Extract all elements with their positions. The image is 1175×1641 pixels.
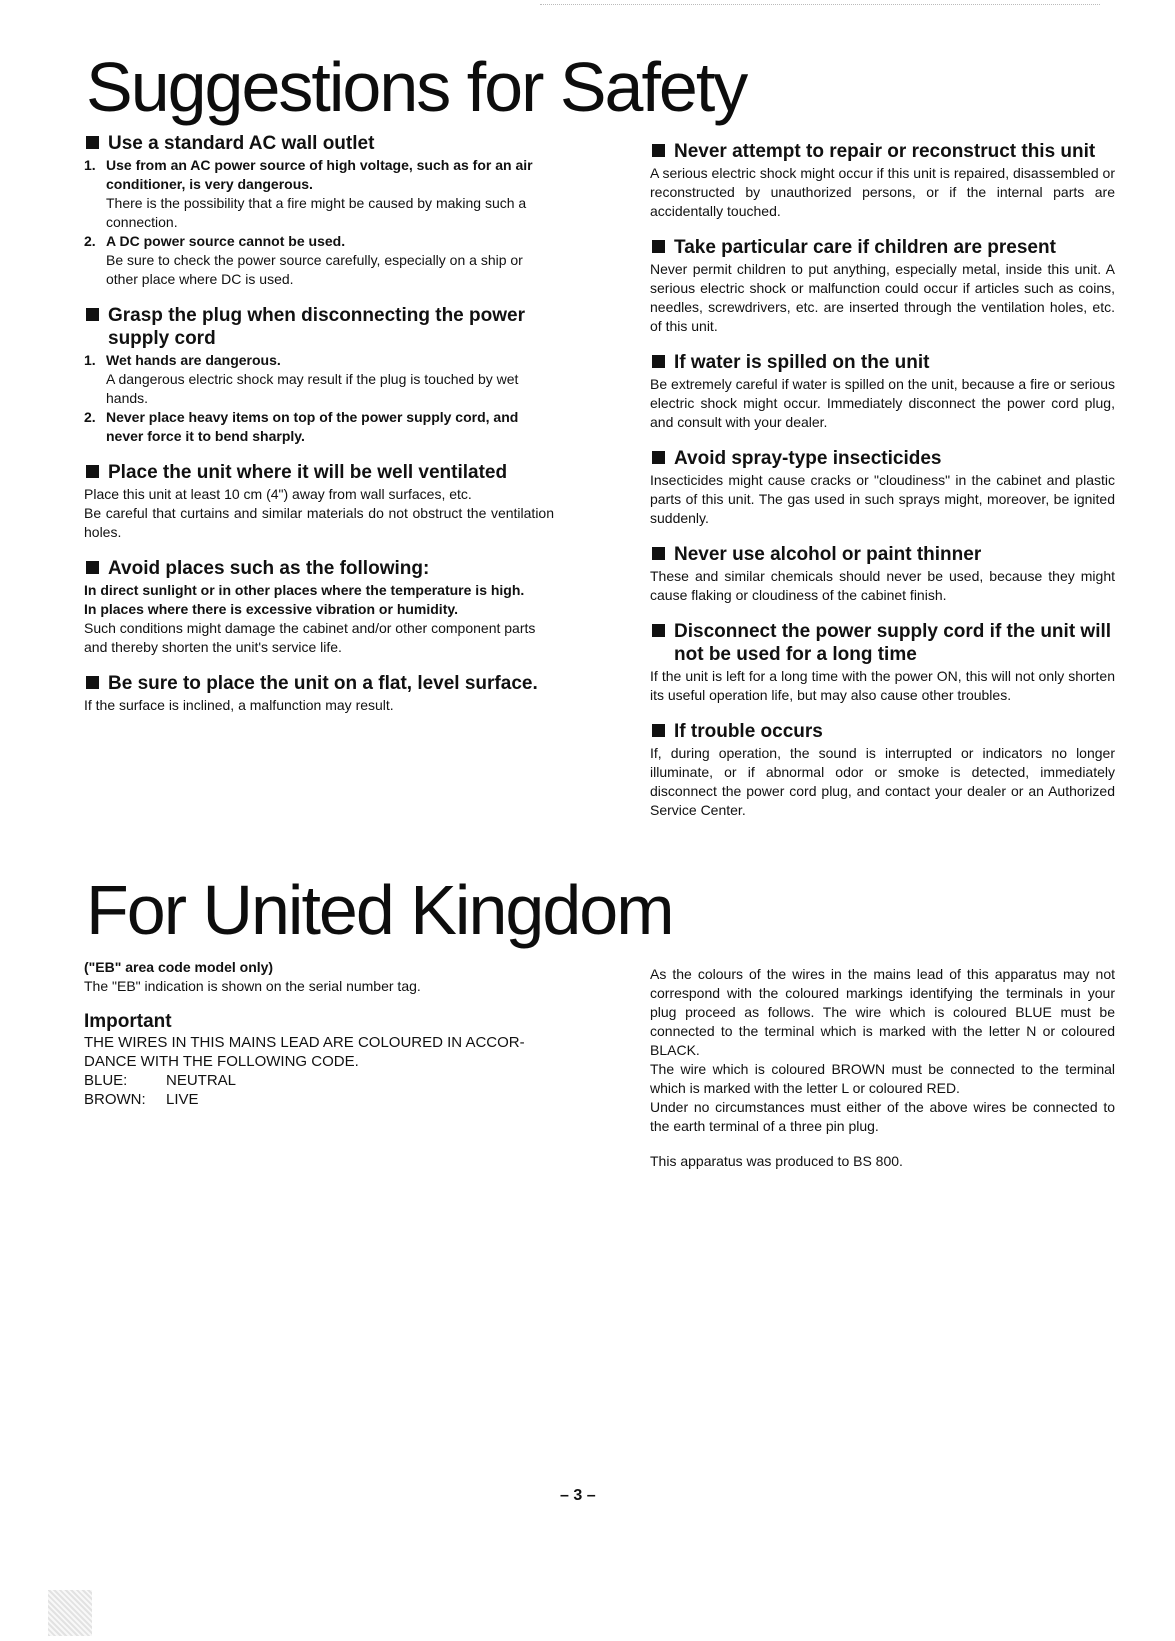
section-heading: Avoid places such as the following: [84,557,554,580]
section-trouble [650,720,1115,820]
wire-function: NEUTRAL [166,1072,237,1089]
paragraph: As the colours of the wires in the mains lead of this apparatus may not correspond with the coloured markings identifying the terminals in your plug proceed as follows. The wire which is coloured BLUE must be connected to the terminal which is marked with the letter N or coloured BLACK. [650,966,1115,1058]
important-heading: Important [84,1011,172,1032]
item-lead: Wet hands are dangerous. [106,352,281,368]
paragraph: If, during operation, the sound is interrupted or indicators no longer illuminate, or if abnormal odor or smoke is detected, immediately disconnect the power cord plug, and contact your dealer or an Authorized Service Center. [650,745,1115,818]
safety-left-column [84,132,554,730]
section-standard-ac-outlet [84,132,554,289]
item-lead: Use from an AC power source of high voltage, such as for an air conditioner, is very dangerous. [106,157,533,192]
page-number: – 3 – [560,1487,596,1504]
paragraph: Such conditions might damage the cabinet and/or other component parts and thereby shorten the unit's service life. [84,620,536,655]
paragraph: Be extremely careful if water is spilled on the unit, because a fire or serious electric shock might occur. Immediately disconnect the power cord plug, and consult with your dealer. [650,376,1115,430]
standard-note: This apparatus was produced to BS 800. [650,1153,903,1169]
paragraph: Place this unit at least 10 cm (4") away from wall surfaces, etc. [84,486,472,502]
list-item: 1. Use from an AC power source of high voltage, such as for an air conditioner, is very dangerous. There is the possibility that a fire might be caused by making such a connection. [84,156,554,232]
wire-colour-label: BROWN: [84,1091,146,1108]
scan-top-rule [540,4,1100,5]
section-water-spilled [650,351,1115,432]
paragraph: These and similar chemicals should never be used, because they might cause flaking or cloudiness of the cabinet finish. [650,568,1115,603]
paragraph: Be careful that curtains and similar materials do not obstruct the ventilation holes. [84,505,554,540]
wires-statement: THE WIRES IN THIS MAINS LEAD ARE COLOURED IN ACCOR- [84,1034,525,1051]
section-disconnect-cord [650,620,1115,705]
area-code-note: ("EB" area code model only) [84,959,274,975]
paragraph-bold: In direct sunlight or in other places where the temperature is high. [84,582,525,598]
paragraph: Under no circumstances must either of the above wires be connected to the earth terminal of a three pin plug. [650,1099,1115,1134]
uk-right-column [650,965,1115,1171]
section-alcohol-thinner [650,543,1115,605]
scan-artifact [48,1590,92,1636]
section-heading: Use a standard AC wall outlet [84,132,554,155]
page-title-uk: For United Kingdom [86,871,673,949]
paragraph: A serious electric shock might occur if this unit is repaired, disassembled or reconstructed by unauthorized persons, or if the internal parts are accidentally touched. [650,165,1115,219]
tag-note: The "EB" indication is shown on the serial number tag. [84,978,421,994]
section-insecticides [650,447,1115,528]
wire-function: LIVE [166,1091,199,1108]
square-bullet-icon [86,465,99,478]
wire-colour-label: BLUE: [84,1072,128,1089]
section-heading: Never attempt to repair or reconstruct this unit [650,140,1115,163]
section-heading: If trouble occurs [650,720,1115,743]
item-text: Be sure to check the power source carefully, especially on a ship or other place where DC is used. [106,252,523,287]
section-heading: If water is spilled on the unit [650,351,1115,374]
section-ventilation [84,461,554,542]
item-lead: Never place heavy items on top of the power supply cord, and never force it to bend sharply. [106,409,519,444]
square-bullet-icon [86,136,99,149]
section-children [650,236,1115,336]
square-bullet-icon [652,624,665,637]
square-bullet-icon [86,676,99,689]
section-grasp-plug [84,304,554,446]
list-item: 1. Wet hands are dangerous. A dangerous electric shock may result if the plug is touched by wet hands. [84,351,554,408]
square-bullet-icon [652,451,665,464]
wires-statement: DANCE WITH THE FOLLOWING CODE. [84,1053,359,1070]
section-heading: Place the unit where it will be well ventilated [84,461,554,484]
section-avoid-places [84,557,554,657]
uk-left-column [84,958,564,1109]
item-lead: A DC power source cannot be used. [106,233,346,249]
paragraph-bold: In places where there is excessive vibration or humidity. [84,601,458,617]
paragraph: If the unit is left for a long time with the power ON, this will not only shorten its useful operation life, but may also cause other troubles. [650,668,1115,703]
section-heading: Disconnect the power supply cord if the unit will not be used for a long time [650,620,1115,666]
safety-right-column [650,140,1115,835]
square-bullet-icon [652,547,665,560]
wire-code-row [84,1071,564,1090]
square-bullet-icon [652,355,665,368]
square-bullet-icon [652,724,665,737]
section-level-surface [84,672,554,715]
wire-code-row [84,1090,564,1109]
square-bullet-icon [652,144,665,157]
paragraph: Never permit children to put anything, especially metal, inside this unit. A serious electric shock or malfunction could occur if articles such as coins, needles, screwdrivers, etc. are inserted through the ventilation holes, etc. of this unit. [650,261,1115,334]
section-heading: Avoid spray-type insecticides [650,447,1115,470]
paragraph: Insecticides might cause cracks or "cloudiness" in the cabinet and plastic parts of this unit. The gas used in such sprays might, moreover, be ignited suddenly. [650,472,1115,526]
item-text: There is the possibility that a fire might be caused by making such a connection. [106,195,527,230]
square-bullet-icon [86,308,99,321]
section-heading: Take particular care if children are present [650,236,1115,259]
square-bullet-icon [652,240,665,253]
section-heading: Be sure to place the unit on a flat, level surface. [84,672,554,695]
page-title-safety: Suggestions for Safety [86,48,747,126]
section-heading: Grasp the plug when disconnecting the power supply cord [84,304,554,350]
list-item: 2. A DC power source cannot be used. Be sure to check the power source carefully, especially on a ship or other place where DC is used. [84,232,554,289]
paragraph: The wire which is coloured BROWN must be connected to the terminal which is marked with the letter L or coloured RED. [650,1061,1115,1096]
section-heading: Never use alcohol or paint thinner [650,543,1115,566]
section-no-repair [650,140,1115,221]
list-item: 2. Never place heavy items on top of the power supply cord, and never force it to bend sharply. [84,408,554,446]
square-bullet-icon [86,561,99,574]
item-text: A dangerous electric shock may result if the plug is touched by wet hands. [106,371,519,406]
paragraph: If the surface is inclined, a malfunction may result. [84,697,394,713]
